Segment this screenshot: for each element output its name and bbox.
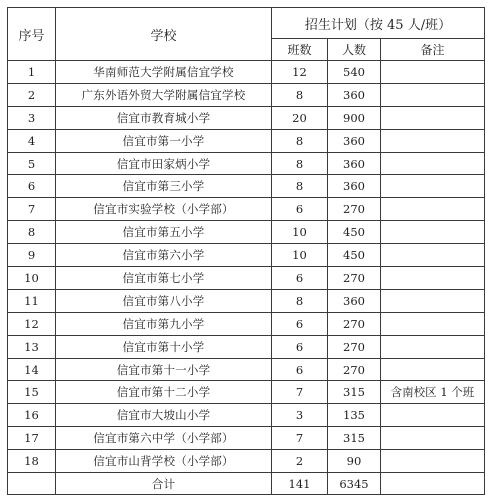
cell-school: 信宜市第十二小学 bbox=[56, 381, 272, 404]
table-row bbox=[8, 175, 485, 198]
cell-school: 信宜市第三小学 bbox=[56, 175, 272, 198]
cell-remarks bbox=[381, 106, 485, 129]
cell-remarks bbox=[381, 427, 485, 450]
cell-remarks bbox=[381, 175, 485, 198]
cell-school: 信宜市第六中学（小学部） bbox=[56, 427, 272, 450]
cell-classes: 6 bbox=[272, 312, 328, 335]
cell-remarks bbox=[381, 83, 485, 106]
cell-people: 360 bbox=[328, 175, 381, 198]
cell-school: 信宜市实验学校（小学部） bbox=[56, 198, 272, 221]
table-row bbox=[8, 312, 485, 335]
cell-classes: 8 bbox=[272, 129, 328, 152]
cell-people: 135 bbox=[328, 404, 381, 427]
cell-remarks bbox=[381, 404, 485, 427]
cell-people: 360 bbox=[328, 83, 381, 106]
table-body bbox=[8, 61, 485, 495]
cell-classes: 8 bbox=[272, 152, 328, 175]
total-remarks-empty bbox=[381, 473, 485, 495]
cell-classes: 7 bbox=[272, 427, 328, 450]
cell-remarks bbox=[381, 129, 485, 152]
cell-remarks bbox=[381, 450, 485, 473]
cell-remarks bbox=[381, 152, 485, 175]
table-row bbox=[8, 61, 485, 84]
header-row bbox=[8, 8, 485, 39]
cell-classes: 3 bbox=[272, 404, 328, 427]
total-row bbox=[8, 473, 485, 495]
cell-people: 270 bbox=[328, 358, 381, 381]
cell-remarks bbox=[381, 221, 485, 244]
total-classes: 141 bbox=[272, 473, 328, 495]
cell-remarks bbox=[381, 335, 485, 358]
table-row bbox=[8, 244, 485, 267]
cell-school: 信宜市第十小学 bbox=[56, 335, 272, 358]
cell-classes: 7 bbox=[272, 381, 328, 404]
cell-classes: 10 bbox=[272, 221, 328, 244]
cell-classes: 8 bbox=[272, 289, 328, 312]
cell-people: 90 bbox=[328, 450, 381, 473]
cell-seq: 11 bbox=[8, 289, 56, 312]
cell-people: 270 bbox=[328, 198, 381, 221]
table-row bbox=[8, 335, 485, 358]
cell-school: 信宜市教育城小学 bbox=[56, 106, 272, 129]
table-row bbox=[8, 289, 485, 312]
cell-school: 信宜市第七小学 bbox=[56, 267, 272, 290]
cell-school: 信宜市第八小学 bbox=[56, 289, 272, 312]
cell-seq-empty bbox=[8, 473, 56, 495]
cell-school: 信宜市山背学校（小学部） bbox=[56, 450, 272, 473]
cell-school: 信宜市第六小学 bbox=[56, 244, 272, 267]
cell-classes: 12 bbox=[272, 61, 328, 84]
cell-people: 360 bbox=[328, 152, 381, 175]
cell-seq: 17 bbox=[8, 427, 56, 450]
table-row bbox=[8, 106, 485, 129]
cell-people: 360 bbox=[328, 129, 381, 152]
header-seq: 序号 bbox=[8, 8, 56, 61]
cell-seq: 14 bbox=[8, 358, 56, 381]
cell-school: 信宜市第十一小学 bbox=[56, 358, 272, 381]
cell-remarks bbox=[381, 61, 485, 84]
cell-classes: 8 bbox=[272, 175, 328, 198]
cell-people: 270 bbox=[328, 335, 381, 358]
header-school: 学校 bbox=[56, 8, 272, 61]
table-row bbox=[8, 83, 485, 106]
cell-seq: 1 bbox=[8, 61, 56, 84]
header-people: 人数 bbox=[328, 39, 381, 61]
cell-school: 信宜市大坡山小学 bbox=[56, 404, 272, 427]
cell-classes: 6 bbox=[272, 335, 328, 358]
cell-remarks bbox=[381, 312, 485, 335]
cell-remarks bbox=[381, 198, 485, 221]
cell-remarks bbox=[381, 289, 485, 312]
table-row bbox=[8, 129, 485, 152]
cell-classes: 10 bbox=[272, 244, 328, 267]
cell-seq: 4 bbox=[8, 129, 56, 152]
cell-classes: 2 bbox=[272, 450, 328, 473]
cell-school: 广东外语外贸大学附属信宜学校 bbox=[56, 83, 272, 106]
cell-remarks bbox=[381, 267, 485, 290]
cell-people: 540 bbox=[328, 61, 381, 84]
cell-seq: 6 bbox=[8, 175, 56, 198]
cell-people: 315 bbox=[328, 427, 381, 450]
table-row bbox=[8, 198, 485, 221]
cell-seq: 7 bbox=[8, 198, 56, 221]
cell-remarks bbox=[381, 358, 485, 381]
table-row bbox=[8, 358, 485, 381]
enrollment-plan-table bbox=[7, 7, 485, 495]
cell-seq: 16 bbox=[8, 404, 56, 427]
total-label: 合计 bbox=[56, 473, 272, 495]
table-row bbox=[8, 267, 485, 290]
cell-people: 450 bbox=[328, 221, 381, 244]
cell-seq: 9 bbox=[8, 244, 56, 267]
table-row bbox=[8, 404, 485, 427]
header-remarks: 备注 bbox=[381, 39, 485, 61]
cell-seq: 15 bbox=[8, 381, 56, 404]
cell-school: 信宜市第五小学 bbox=[56, 221, 272, 244]
cell-people: 360 bbox=[328, 289, 381, 312]
cell-classes: 20 bbox=[272, 106, 328, 129]
cell-seq: 2 bbox=[8, 83, 56, 106]
cell-seq: 18 bbox=[8, 450, 56, 473]
cell-seq: 10 bbox=[8, 267, 56, 290]
cell-seq: 5 bbox=[8, 152, 56, 175]
cell-classes: 6 bbox=[272, 267, 328, 290]
cell-school: 信宜市第一小学 bbox=[56, 129, 272, 152]
header-plan: 招生计划（按 45 人/班） bbox=[272, 8, 485, 39]
table-row bbox=[8, 221, 485, 244]
cell-seq: 13 bbox=[8, 335, 56, 358]
cell-people: 270 bbox=[328, 267, 381, 290]
table-row bbox=[8, 450, 485, 473]
cell-seq: 8 bbox=[8, 221, 56, 244]
total-people: 6345 bbox=[328, 473, 381, 495]
cell-remarks bbox=[381, 244, 485, 267]
table-row bbox=[8, 381, 485, 404]
cell-remarks: 含南校区 1 个班 bbox=[381, 381, 485, 404]
cell-people: 315 bbox=[328, 381, 381, 404]
header-classes: 班数 bbox=[272, 39, 328, 61]
cell-classes: 6 bbox=[272, 198, 328, 221]
cell-seq: 3 bbox=[8, 106, 56, 129]
cell-seq: 12 bbox=[8, 312, 56, 335]
table-row bbox=[8, 427, 485, 450]
cell-school: 信宜市第九小学 bbox=[56, 312, 272, 335]
table-row bbox=[8, 152, 485, 175]
cell-people: 270 bbox=[328, 312, 381, 335]
cell-classes: 6 bbox=[272, 358, 328, 381]
cell-school: 华南师范大学附属信宜学校 bbox=[56, 61, 272, 84]
cell-classes: 8 bbox=[272, 83, 328, 106]
cell-people: 450 bbox=[328, 244, 381, 267]
cell-school: 信宜市田家炳小学 bbox=[56, 152, 272, 175]
cell-people: 900 bbox=[328, 106, 381, 129]
